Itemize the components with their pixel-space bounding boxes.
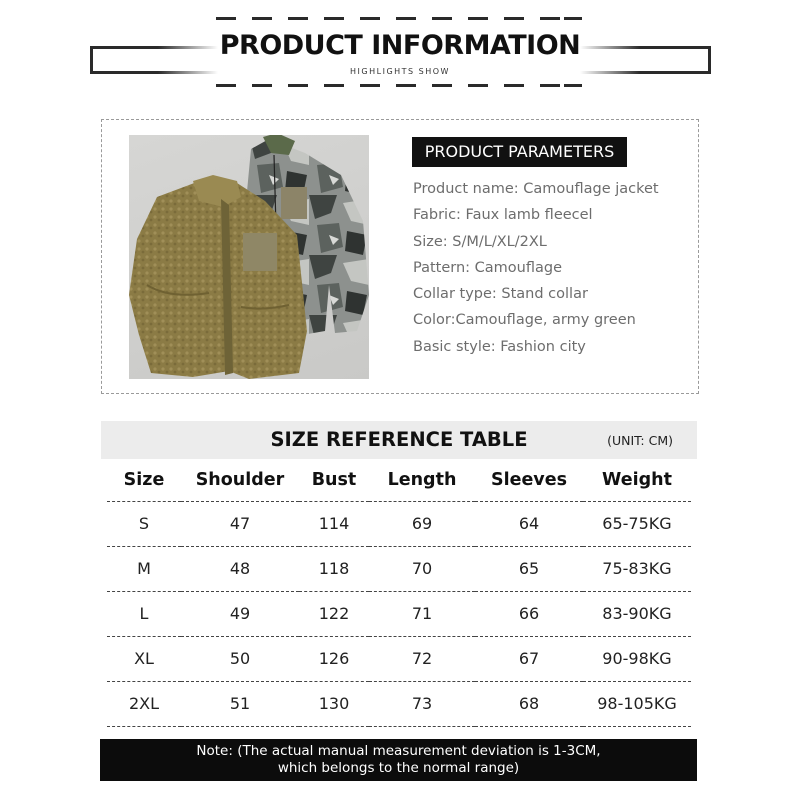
- size-table: [107, 459, 691, 727]
- size-table-unit: (UNIT: CM): [607, 433, 673, 448]
- size-table-title: SIZE REFERENCE TABLE: [270, 428, 528, 451]
- param-basic-style: Basic style: Fashion city: [413, 338, 586, 355]
- param-product-name: Product name: Camouflage jacket: [413, 181, 659, 197]
- cell-shoulder: 47: [181, 501, 299, 546]
- cell-sleeves: 67: [475, 636, 583, 681]
- cell-weight: 75-83KG: [583, 546, 691, 591]
- size-table-header: [101, 421, 697, 459]
- table-row: [107, 681, 691, 726]
- cell-length: 73: [369, 681, 475, 726]
- parameters-title: PRODUCT PARAMETERS: [412, 137, 627, 167]
- table-row: [107, 636, 691, 681]
- measurement-note: [100, 739, 697, 781]
- table-row: [107, 501, 691, 546]
- param-color: Color:Camouflage, army green: [413, 312, 636, 329]
- note-line-1: Note: (The actual manual measurement deviation is 1-3CM,: [196, 743, 601, 759]
- cell-sleeves: 64: [475, 501, 583, 546]
- cell-size: M: [107, 546, 181, 591]
- cell-size: S: [107, 501, 181, 546]
- cell-weight: 83-90KG: [583, 591, 691, 636]
- product-image: [129, 135, 369, 379]
- cell-bust: 118: [299, 546, 369, 591]
- param-size: Size: S/M/L/XL/2XL: [413, 233, 547, 250]
- cell-weight: 98-105KG: [583, 681, 691, 726]
- cell-sleeves: 66: [475, 591, 583, 636]
- product-panel: [101, 119, 699, 394]
- cell-sleeves: 65: [475, 546, 583, 591]
- cell-length: 69: [369, 501, 475, 546]
- table-row: [107, 591, 691, 636]
- cell-weight: 65-75KG: [583, 501, 691, 546]
- col-size: Size: [107, 459, 181, 501]
- param-fabric: Fabric: Faux lamb fleecel: [413, 207, 593, 224]
- cell-shoulder: 49: [181, 591, 299, 636]
- cell-weight: 90-98KG: [583, 636, 691, 681]
- header-dash-top: [0, 17, 800, 21]
- cell-size: XL: [107, 636, 181, 681]
- cell-length: 70: [369, 546, 475, 591]
- cell-bust: 114: [299, 501, 369, 546]
- col-sleeves: Sleeves: [475, 459, 583, 501]
- param-collar-type: Collar type: Stand collar: [413, 286, 588, 303]
- cell-shoulder: 50: [181, 636, 299, 681]
- cell-bust: 130: [299, 681, 369, 726]
- cell-size: 2XL: [107, 681, 181, 726]
- page-title: PRODUCT INFORMATION: [219, 30, 581, 61]
- cell-shoulder: 48: [181, 546, 299, 591]
- cell-bust: 122: [299, 591, 369, 636]
- header-frame-left: [90, 46, 218, 74]
- size-table-head-row: [107, 459, 691, 501]
- header-dash-bottom: [0, 84, 800, 88]
- cell-shoulder: 51: [181, 681, 299, 726]
- header: [0, 0, 800, 100]
- col-bust: Bust: [299, 459, 369, 501]
- cell-length: 71: [369, 591, 475, 636]
- note-line-2: which belongs to the normal range): [277, 760, 520, 776]
- col-shoulder: Shoulder: [181, 459, 299, 501]
- parameters-list: [413, 181, 659, 365]
- table-row: [107, 546, 691, 591]
- param-pattern: Pattern: Camouflage: [413, 259, 563, 276]
- col-length: Length: [369, 459, 475, 501]
- cell-size: L: [107, 591, 181, 636]
- cell-length: 72: [369, 636, 475, 681]
- jacket-illustration: [129, 135, 369, 379]
- col-weight: Weight: [583, 459, 691, 501]
- page-subtitle: HIGHLIGHTS SHOW: [350, 67, 450, 76]
- cell-bust: 126: [299, 636, 369, 681]
- cell-sleeves: 68: [475, 681, 583, 726]
